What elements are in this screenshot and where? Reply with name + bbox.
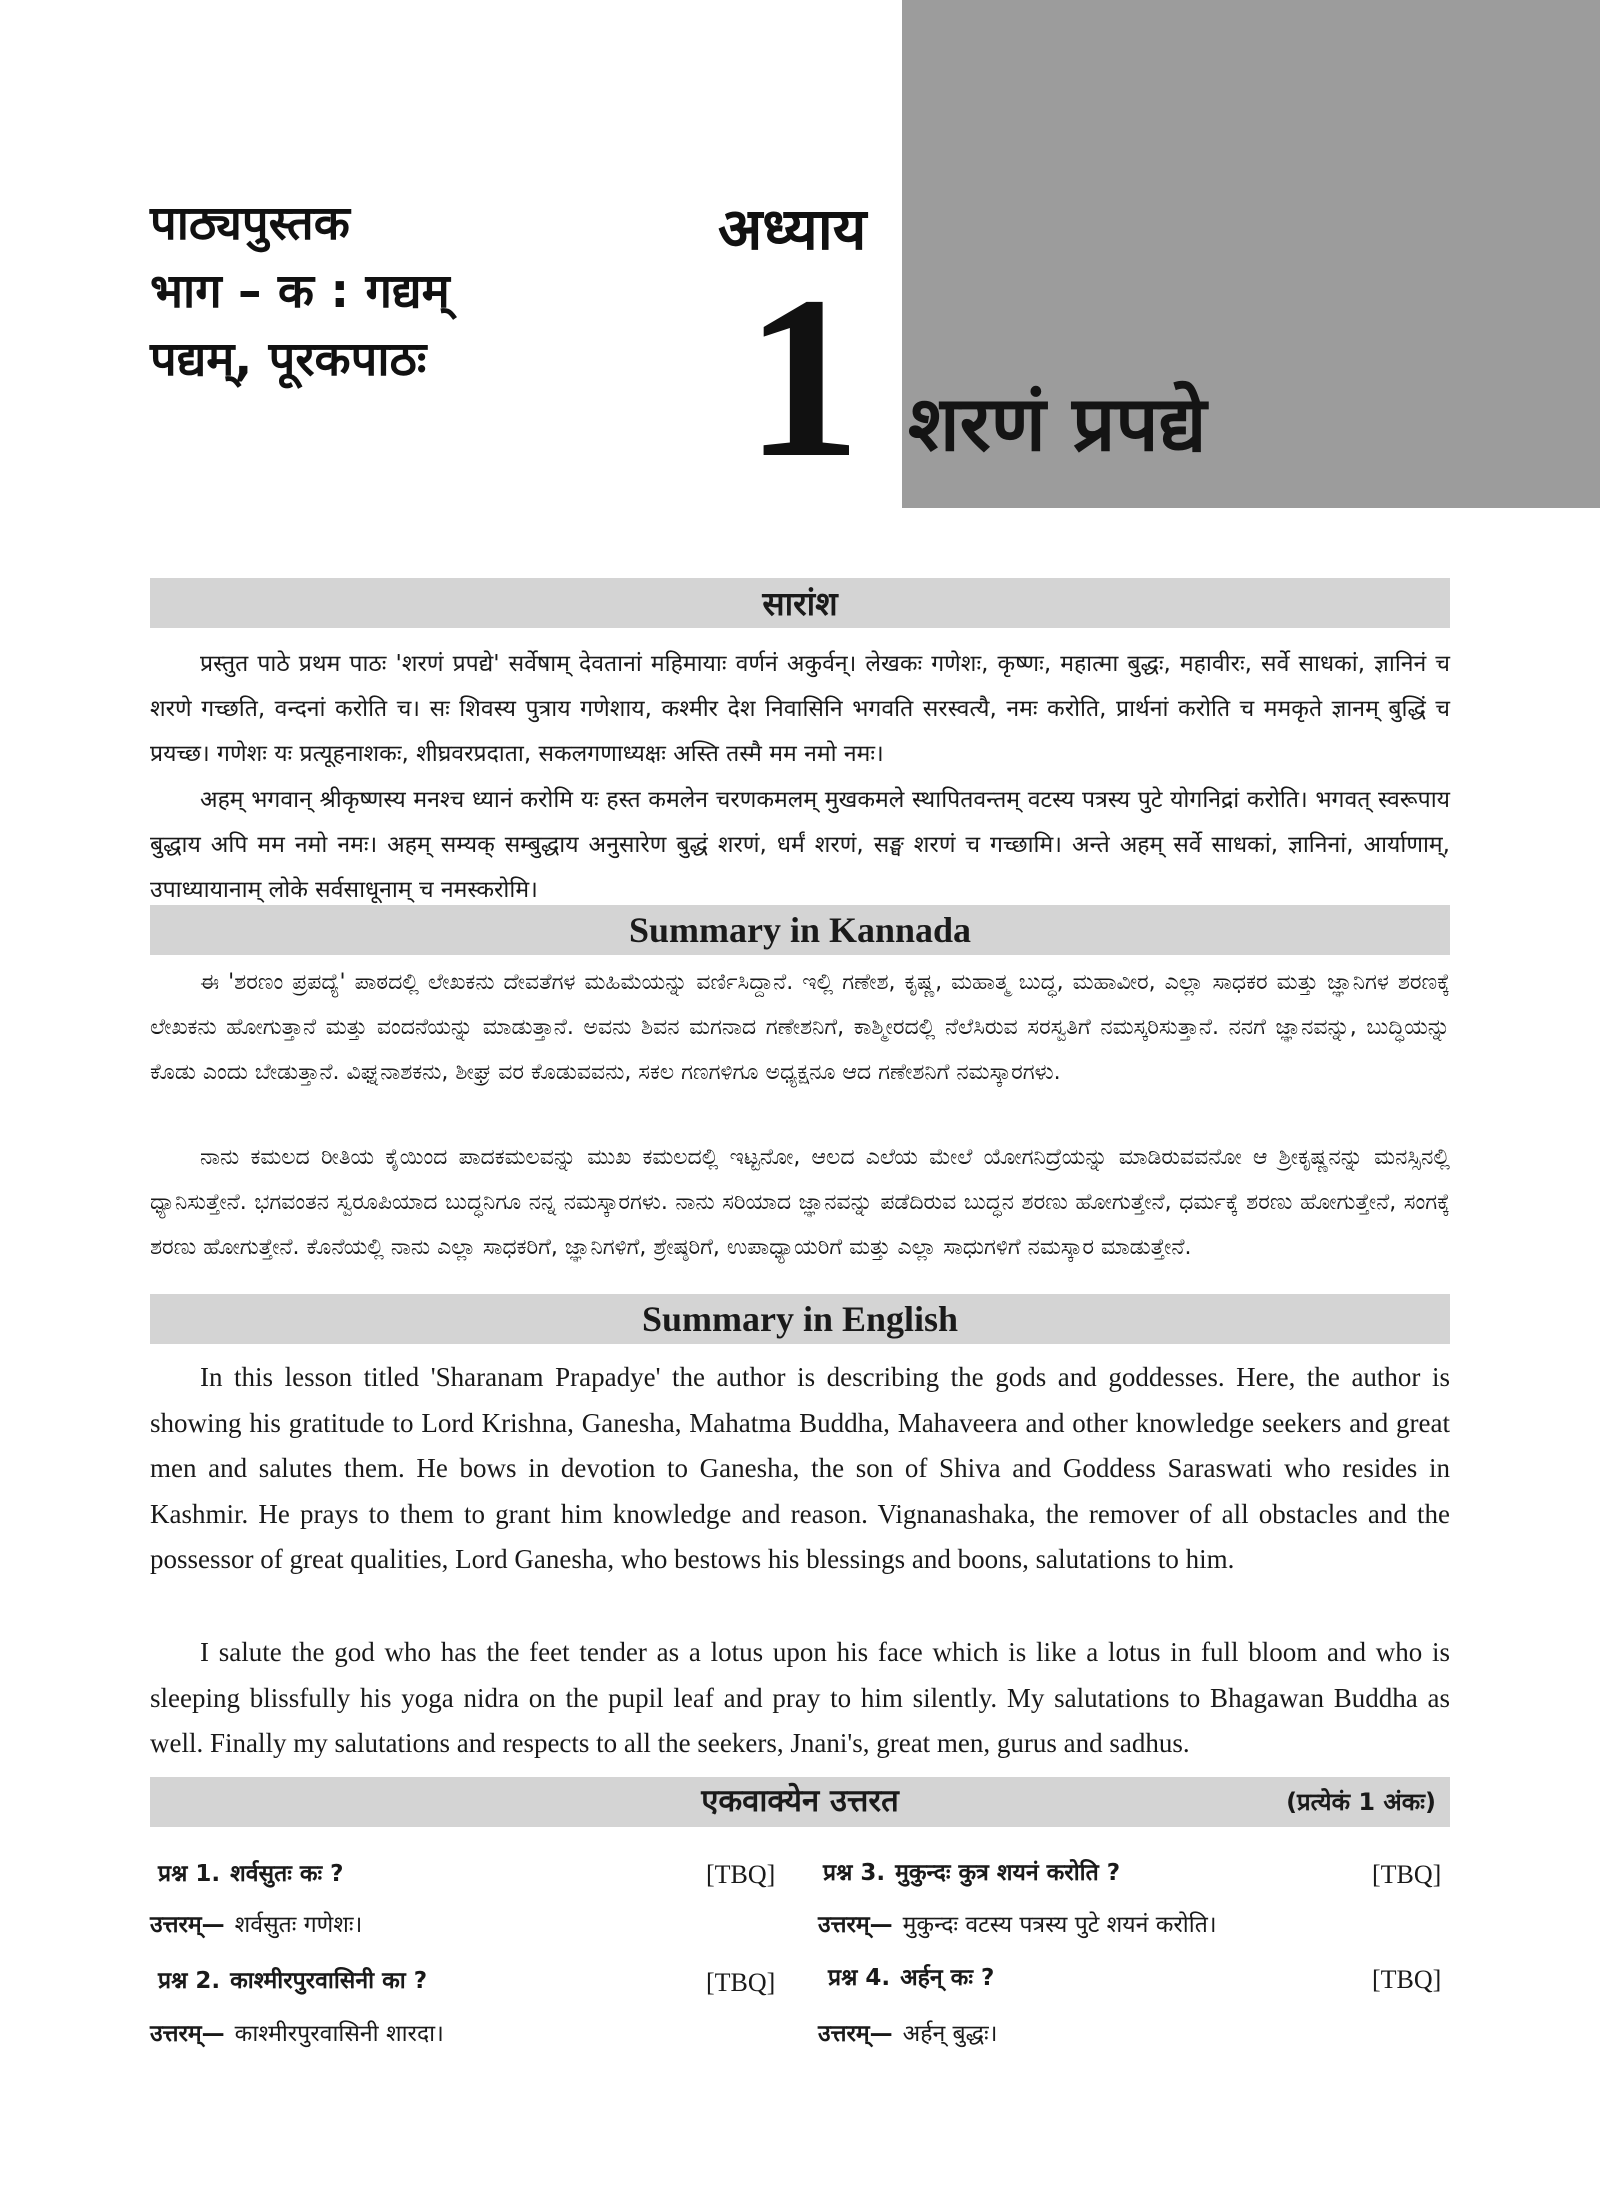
marks-note: (प्रत्येकं 1 अंकः): [1286, 1788, 1436, 1816]
answer-label: उत्तरम्—: [818, 2021, 893, 2047]
question-text: मुकुन्दः कुत्र शयनं करोति ?: [895, 1860, 1121, 1886]
tbq-tag: [TBQ]: [706, 1860, 776, 1889]
answer-text: शर्वसुतः गणेशः।: [234, 1912, 363, 1938]
question-text: काश्मीरपुरवासिनी का ?: [230, 1968, 428, 1994]
tbq-tag: [TBQ]: [706, 1968, 776, 1997]
question-label: प्रश्न 4.: [828, 1965, 891, 1991]
answer-label: उत्तरम्—: [150, 2021, 225, 2047]
textbook-heading-line: पाठ्यपुस्तक: [150, 196, 350, 251]
answer-text: अर्हन् बुद्धः।: [902, 2021, 998, 2047]
question-label: प्रश्न 1.: [158, 1861, 221, 1887]
answer-3: [818, 1914, 1217, 1937]
textbook-heading-line: भाग – क : गद्यम्: [150, 264, 450, 319]
answer-label: उत्तरम्—: [150, 1912, 225, 1938]
english-paragraph: In this lesson titled 'Sharanam Prapadye' the author is describing the gods and goddesses. Here, the author is showing his gratitude to Lord Krishna, Ganesha, Mahatma Buddha, Mahaveera and other knowledge seekers and great men and salutes them. He bows in devotion to Ganesha, the son of Shiva and Goddess Saraswati who resides in Kashmir. He prays to them to grant him knowledge and reason. Vignanashaka, the remover of all obstacles and the possessor of great qualities, Lord Ganesha, who bestows his blessings and boons, salutations to him.: [150, 1362, 1450, 1574]
question-2: [158, 1970, 427, 1993]
answer-label: उत्तरम्—: [818, 1912, 893, 1938]
tbq-tag: [TBQ]: [1372, 1860, 1442, 1889]
answer-1: [150, 1914, 362, 1937]
question-3: [823, 1862, 1120, 1885]
answer-text: काश्मीरपुरवासिनी शारदा।: [234, 2021, 444, 2047]
kannada-paragraph: ನಾನು ಕಮಲದ ರೀತಿಯ ಕೈಯಿಂದ ಪಾದಕಮಲವನ್ನು ಮುಖ ಕಮಲದಲ್ಲಿ ಇಟ್ಟನೋ, ಆಲದ ಎಲೆಯ ಮೇಲೆ ಯೋಗನಿದ್ರೆಯನ್ನು ಮಾಡಿರುವವನೋ ಆ ಶ್ರೀಕೃಷ್ಣನನ್ನು ಮನಸ್ಸಿನಲ್ಲಿ ಧ್ಯಾನಿಸುತ್ತೇನೆ. ಭಗವಂತನ ಸ್ವರೂಪಿಯಾದ ಬುದ್ಧನಿಗೂ ನನ್ನ ನಮಸ್ಕಾರಗಳು. ನಾನು ಸರಿಯಾದ ಜ್ಞಾನವನ್ನು ಪಡೆದಿರುವ ಬುದ್ಧನ ಶರಣು ಹೋಗುತ್ತೇನೆ, ಧರ್ಮಕ್ಕೆ ಶರಣು ಹೋಗುತ್ತೇನೆ, ಸಂಗಕ್ಕೆ ಶರಣು ಹೋಗುತ್ತೇನೆ. ಕೊನೆಯಲ್ಲಿ ನಾನು ಎಲ್ಲಾ ಸಾಧಕರಿಗೆ, ಜ್ಞಾನಿಗಳಿಗೆ, ಶ್ರೇಷ್ಠರಿಗೆ, ಉಪಾಧ್ಯಾಯರಿಗೆ ಮತ್ತು ಎಲ್ಲಾ ಸಾಧುಗಳಿಗೆ ನಮಸ್ಕಾರ ಮಾಡುತ್ತೇನೆ.: [150, 1145, 1450, 1260]
textbook-heading: [150, 190, 450, 394]
question-1: [158, 1863, 344, 1886]
section-header-english: [150, 1294, 1450, 1344]
section-header-saransh: [150, 578, 1450, 628]
saransh-paragraph: अहम् भगवान् श्रीकृष्णस्य मनश्च ध्यानं करोमि यः हस्त कमलेन चरणकमलम् मुखकमले स्थापितवन्तम् वटस्य पत्रस्य पुटे योगनिद्रां करोति। भगवत् स्वरूपाय बुद्धाय अपि मम नमो नमः। अहम् सम्यक् सम्बुद्धाय अनुसारेण बुद्धं शरणं, धर्मं शरणं, सङ्घ शरणं च गच्छामि। अन्ते अहम् सर्वे साधकां, ज्ञानिनां, आर्याणाम्, उपाध्यायानाम् लोके सर्वसाधूनाम् च नमस्करोमि।: [150, 787, 1450, 903]
saransh-paragraph: प्रस्तुत पाठे प्रथम पाठः 'शरणं प्रपद्ये' सर्वेषाम् देवतानां महिमायाः वर्णनं अकुर्वन्। लेखकः गणेशः, कृष्णः, महात्मा बुद्धः, महावीरः, सर्वे साधकां, ज्ञानिनं च शरणे गच्छति, वन्दनां करोति च। सः शिवस्य पुत्राय गणेशाय, कश्मीर देश निवासिनि भगवति सरस्वत्यै, नमः करोति, प्रार्थनां करोति च ममकृते ज्ञानम् बुद्धिं च प्रयच्छ। गणेशः यः प्रत्यूहनाशकः, शीघ्रवरप्रदाता, सकलगणाध्यक्षः अस्ति तस्मै मम नमो नमः।: [150, 651, 1450, 767]
kannada-paragraph: ಈ 'ಶರಣಂ ಪ್ರಪದ್ಯೆ' ಪಾಠದಲ್ಲಿ ಲೇಖಕನು ದೇವತೆಗಳ ಮಹಿಮೆಯನ್ನು ವರ್ಣಿಸಿದ್ದಾನೆ. ಇಲ್ಲಿ ಗಣೇಶ, ಕೃಷ್ಣ, ಮಹಾತ್ಮ ಬುದ್ಧ, ಮಹಾವೀರ, ಎಲ್ಲಾ ಸಾಧಕರ ಮತ್ತು ಜ್ಞಾನಿಗಳ ಶರಣಕ್ಕೆ ಲೇಖಕನು ಹೋಗುತ್ತಾನೆ ಮತ್ತು ವಂದನೆಯನ್ನು ಮಾಡುತ್ತಾನೆ. ಅವನು ಶಿವನ ಮಗನಾದ ಗಣೇಶನಿಗೆ, ಕಾಶ್ಮೀರದಲ್ಲಿ ನೆಲೆಸಿರುವ ಸರಸ್ವತಿಗೆ ನಮಸ್ಕರಿಸುತ್ತಾನೆ. ನನಗೆ ಜ್ಞಾನವನ್ನು, ಬುದ್ಧಿಯನ್ನು ಕೊಡು ಎಂದು ಬೇಡುತ್ತಾನೆ. ವಿಘ್ನನಾಶಕನು, ಶೀಘ್ರ ವರ ಕೊಡುವವನು, ಸಕಲ ಗಣಗಳಿಗೂ ಅಧ್ಯಕ್ಷನೂ ಆದ ಗಣೇಶನಿಗೆ ನಮಸ್ಕಾರಗಳು.: [150, 970, 1450, 1085]
tbq-tag: [TBQ]: [1372, 1965, 1442, 1994]
chapter-label: अध्याय: [718, 195, 867, 263]
answer-2: [150, 2023, 444, 2046]
answer-text: मुकुन्दः वटस्य पत्रस्य पुटे शयनं करोति।: [902, 1912, 1217, 1938]
section-title: Summary in Kannada: [628, 910, 972, 950]
section-title: Summary in English: [641, 1299, 959, 1339]
section-header-kannada: [150, 905, 1450, 955]
question-label: प्रश्न 2.: [158, 1968, 221, 1994]
question-label: प्रश्न 3.: [823, 1860, 886, 1886]
chapter-number: 1: [745, 249, 861, 506]
english-paragraph: I salute the god who has the feet tender as a lotus upon his face which is like a lotus in full bloom and who is sleeping blissfully his yoga nidra on the pupil leaf and pray to him silently. My salutations to Bhagawan Buddha as well. Finally my salutations and respects to all the seekers, Jnani's, great men, gurus and sadhus.: [150, 1637, 1450, 1758]
section-title: सारांश: [762, 583, 838, 623]
answer-4: [818, 2023, 997, 2046]
question-text: अर्हन् कः ?: [900, 1965, 995, 1991]
chapter-title: शरणं प्रपद्ये: [908, 379, 1207, 468]
section-title: एकवाक्येन उत्तरत: [701, 1783, 899, 1819]
question-text: शर्वसुतः कः ?: [230, 1861, 344, 1887]
section-header-questions: [150, 1777, 1450, 1827]
textbook-heading-line: पद्यम्, पूरकपाठः: [150, 332, 427, 387]
question-4: [828, 1967, 994, 1990]
